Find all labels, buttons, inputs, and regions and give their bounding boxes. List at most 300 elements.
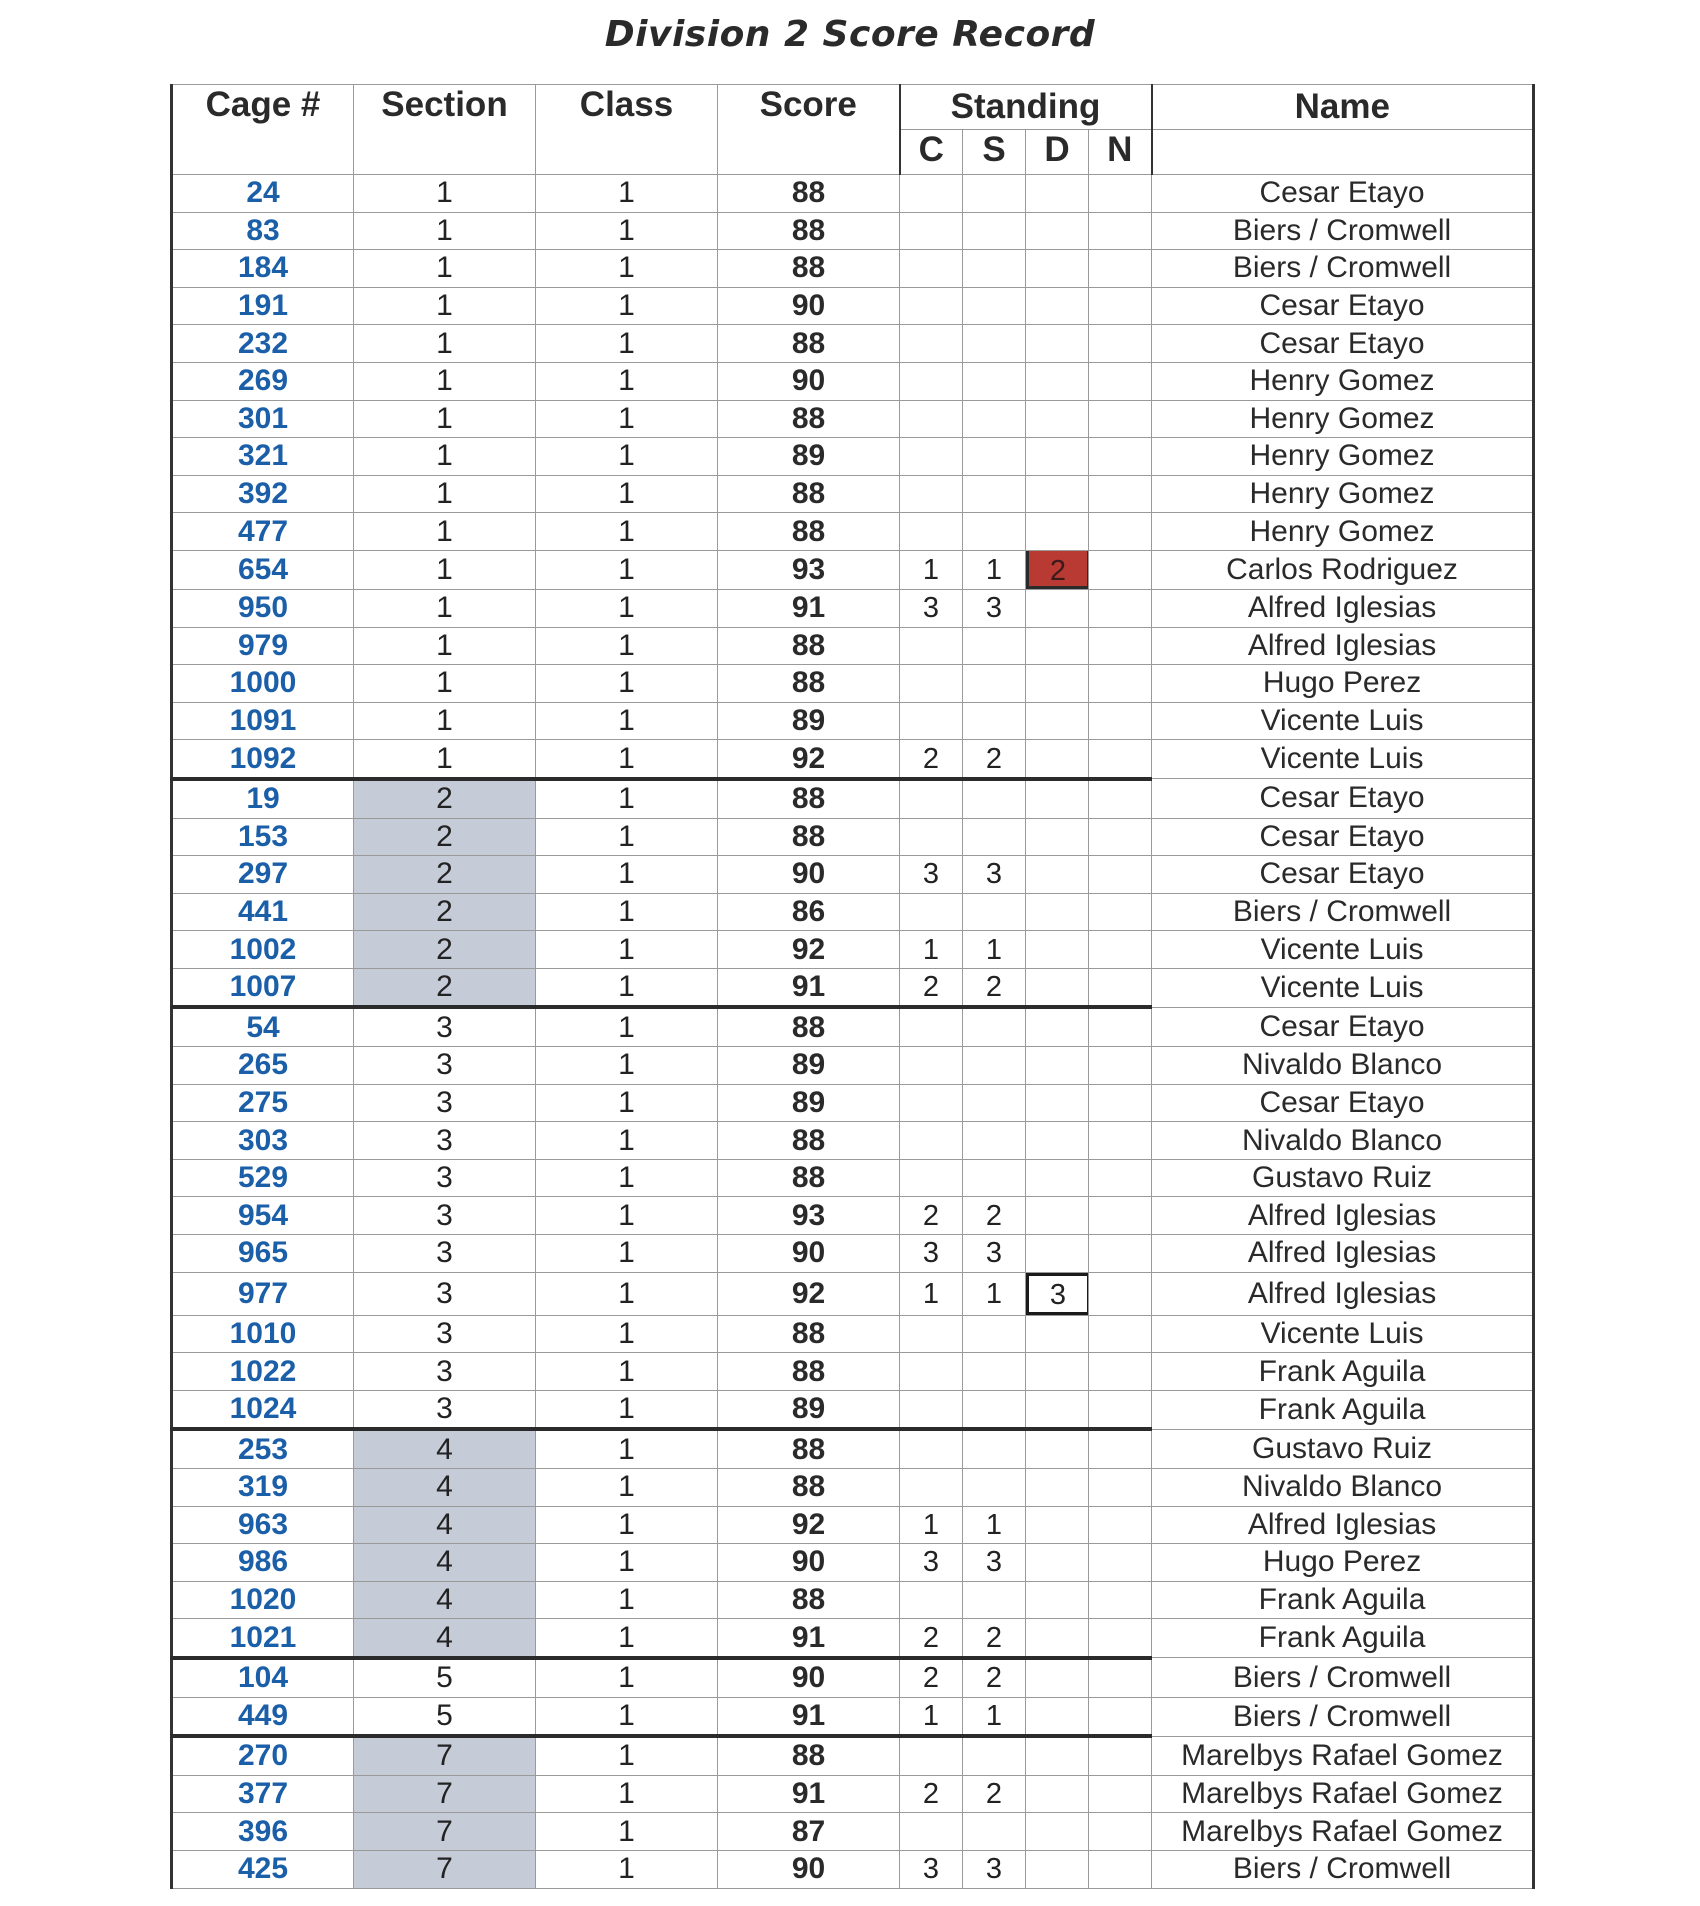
table-row — [172, 250, 1534, 288]
cell-standing-c — [900, 1007, 963, 1046]
cell-section: 4 — [354, 1429, 536, 1468]
table-row — [172, 475, 1534, 513]
cell-score: 88 — [718, 1469, 900, 1507]
cell-cage: 1007 — [172, 968, 354, 1007]
table-row — [172, 1122, 1534, 1160]
cell-standing-n — [1089, 1272, 1152, 1315]
cell-name: Henry Gomez — [1152, 400, 1534, 438]
cell-standing-d — [1026, 1007, 1089, 1046]
cell-score: 88 — [718, 665, 900, 703]
cell-name: Marelbys Rafael Gomez — [1152, 1813, 1534, 1851]
cell-class: 1 — [536, 1084, 718, 1122]
cell-name: Cesar Etayo — [1152, 175, 1534, 213]
cell-standing-n — [1089, 400, 1152, 438]
cell-standing-s — [963, 1736, 1026, 1775]
score-rows — [172, 175, 1534, 1889]
cell-name: Biers / Cromwell — [1152, 1850, 1534, 1888]
cell-section: 1 — [354, 702, 536, 740]
cell-standing-d — [1026, 968, 1089, 1007]
table-row — [172, 1658, 1534, 1697]
table-row — [172, 175, 1534, 213]
table-row — [172, 550, 1534, 589]
cell-cage: 104 — [172, 1658, 354, 1697]
table-row — [172, 1353, 1534, 1391]
cell-section: 1 — [354, 400, 536, 438]
cell-standing-c — [900, 287, 963, 325]
cell-name: Vicente Luis — [1152, 1315, 1534, 1353]
cell-standing-c: 2 — [900, 1197, 963, 1235]
cell-name: Frank Aguila — [1152, 1581, 1534, 1619]
cell-name: Biers / Cromwell — [1152, 1658, 1534, 1697]
cell-standing-d — [1026, 1084, 1089, 1122]
cell-class: 1 — [536, 893, 718, 931]
cell-score: 88 — [718, 513, 900, 551]
cell-cage: 392 — [172, 475, 354, 513]
cell-cage: 425 — [172, 1850, 354, 1888]
cell-cage: 986 — [172, 1544, 354, 1582]
cell-score: 88 — [718, 325, 900, 363]
cell-name: Vicente Luis — [1152, 702, 1534, 740]
cell-section: 4 — [354, 1506, 536, 1544]
table-row — [172, 1390, 1534, 1429]
cell-standing-d — [1026, 740, 1089, 779]
cell-standing-s — [963, 1084, 1026, 1122]
cell-class: 1 — [536, 1353, 718, 1391]
cell-standing-d — [1026, 702, 1089, 740]
cell-standing-d — [1026, 1390, 1089, 1429]
cell-name: Frank Aguila — [1152, 1619, 1534, 1658]
cell-standing-s: 2 — [963, 968, 1026, 1007]
cell-cage: 1000 — [172, 665, 354, 703]
cell-section: 5 — [354, 1658, 536, 1697]
cell-section: 1 — [354, 325, 536, 363]
cell-standing-c — [900, 818, 963, 856]
cell-standing-s: 2 — [963, 1658, 1026, 1697]
table-row — [172, 1619, 1534, 1658]
cell-standing-n — [1089, 1469, 1152, 1507]
cell-standing-n — [1089, 325, 1152, 363]
header-standing: Standing — [900, 85, 1152, 130]
cell-cage: 1091 — [172, 702, 354, 740]
cell-class: 1 — [536, 1697, 718, 1736]
cell-standing-d — [1026, 1469, 1089, 1507]
cell-standing-d — [1026, 1581, 1089, 1619]
cell-standing-s: 3 — [963, 1850, 1026, 1888]
cell-standing-n — [1089, 589, 1152, 627]
cell-standing-n — [1089, 475, 1152, 513]
cell-standing-c: 1 — [900, 1697, 963, 1736]
cell-score: 89 — [718, 1390, 900, 1429]
cell-score: 90 — [718, 1850, 900, 1888]
cell-standing-c: 3 — [900, 856, 963, 894]
cell-standing-c — [900, 1813, 963, 1851]
cell-cage: 1022 — [172, 1353, 354, 1391]
cell-standing-s: 3 — [963, 1235, 1026, 1273]
cell-cage: 275 — [172, 1084, 354, 1122]
cell-standing-s — [963, 1007, 1026, 1046]
cell-standing-s — [963, 702, 1026, 740]
cell-class: 1 — [536, 325, 718, 363]
cell-cage: 965 — [172, 1235, 354, 1273]
cell-class: 1 — [536, 1775, 718, 1813]
cell-class: 1 — [536, 1159, 718, 1197]
cell-standing-c: 3 — [900, 589, 963, 627]
cell-section: 3 — [354, 1007, 536, 1046]
cell-standing-n — [1089, 1353, 1152, 1391]
table-row — [172, 627, 1534, 665]
cell-class: 1 — [536, 1544, 718, 1582]
cell-standing-s: 2 — [963, 740, 1026, 779]
cell-class: 1 — [536, 1813, 718, 1851]
cell-cage: 979 — [172, 627, 354, 665]
cell-class: 1 — [536, 589, 718, 627]
cell-standing-n — [1089, 931, 1152, 969]
cell-standing-s — [963, 1813, 1026, 1851]
cell-name: Alfred Iglesias — [1152, 627, 1534, 665]
cell-cage: 191 — [172, 287, 354, 325]
cell-standing-s: 2 — [963, 1619, 1026, 1658]
cell-class: 1 — [536, 1197, 718, 1235]
cell-standing-s — [963, 513, 1026, 551]
cell-standing-n — [1089, 1658, 1152, 1697]
cell-standing-s — [963, 1469, 1026, 1507]
cell-standing-s — [963, 362, 1026, 400]
cell-section: 3 — [354, 1235, 536, 1273]
cell-standing-c: 2 — [900, 1775, 963, 1813]
cell-score: 89 — [718, 702, 900, 740]
cell-name: Alfred Iglesias — [1152, 589, 1534, 627]
cell-standing-c: 2 — [900, 1619, 963, 1658]
cell-standing-n — [1089, 175, 1152, 213]
cell-standing-d — [1026, 1775, 1089, 1813]
header-score: Score — [718, 85, 900, 175]
cell-standing-s: 3 — [963, 589, 1026, 627]
cell-standing-c — [900, 1353, 963, 1391]
cell-standing-s — [963, 627, 1026, 665]
highlight-mark: 2 — [1026, 550, 1089, 589]
cell-name: Alfred Iglesias — [1152, 1272, 1534, 1315]
cell-standing-c: 1 — [900, 931, 963, 969]
cell-standing-n — [1089, 1813, 1152, 1851]
table-row — [172, 1469, 1534, 1507]
cell-standing-n — [1089, 362, 1152, 400]
cell-standing-c — [900, 779, 963, 818]
cell-score: 88 — [718, 1159, 900, 1197]
cell-standing-d — [1026, 513, 1089, 551]
cell-name: Marelbys Rafael Gomez — [1152, 1736, 1534, 1775]
cell-cage: 232 — [172, 325, 354, 363]
cell-cage: 963 — [172, 1506, 354, 1544]
cell-class: 1 — [536, 702, 718, 740]
cell-section: 1 — [354, 438, 536, 476]
cell-standing-d — [1026, 175, 1089, 213]
cell-standing-n — [1089, 856, 1152, 894]
cell-standing-s — [963, 1159, 1026, 1197]
cell-standing-d — [1026, 627, 1089, 665]
cell-name: Nivaldo Blanco — [1152, 1469, 1534, 1507]
cell-section: 1 — [354, 475, 536, 513]
cell-cage: 321 — [172, 438, 354, 476]
cell-standing-s: 2 — [963, 1775, 1026, 1813]
cell-standing-n — [1089, 968, 1152, 1007]
cell-standing-c — [900, 665, 963, 703]
cell-section: 5 — [354, 1697, 536, 1736]
table-row — [172, 589, 1534, 627]
cell-name: Nivaldo Blanco — [1152, 1047, 1534, 1085]
cell-name: Alfred Iglesias — [1152, 1506, 1534, 1544]
boxed-mark: 3 — [1026, 1273, 1089, 1315]
cell-section: 1 — [354, 287, 536, 325]
cell-class: 1 — [536, 740, 718, 779]
cell-section: 4 — [354, 1619, 536, 1658]
cell-standing-n — [1089, 1122, 1152, 1160]
cell-score: 88 — [718, 1007, 900, 1046]
cell-standing-c: 2 — [900, 740, 963, 779]
cell-standing-d — [1026, 438, 1089, 476]
cell-name: Carlos Rodriguez — [1152, 550, 1534, 589]
cell-name: Vicente Luis — [1152, 931, 1534, 969]
cell-cage: 265 — [172, 1047, 354, 1085]
cell-section: 3 — [354, 1315, 536, 1353]
table-row — [172, 702, 1534, 740]
table-row — [172, 856, 1534, 894]
cell-standing-c — [900, 475, 963, 513]
cell-name: Cesar Etayo — [1152, 1084, 1534, 1122]
table-row — [172, 1197, 1534, 1235]
cell-name: Cesar Etayo — [1152, 779, 1534, 818]
cell-cage: 54 — [172, 1007, 354, 1046]
cell-standing-c — [900, 325, 963, 363]
cell-name: Cesar Etayo — [1152, 856, 1534, 894]
table-row — [172, 362, 1534, 400]
cell-standing-n — [1089, 1544, 1152, 1582]
table-row — [172, 1544, 1534, 1582]
cell-name: Alfred Iglesias — [1152, 1235, 1534, 1273]
table-row — [172, 287, 1534, 325]
cell-cage: 1024 — [172, 1390, 354, 1429]
table-row — [172, 893, 1534, 931]
cell-standing-d — [1026, 893, 1089, 931]
cell-standing-n — [1089, 1850, 1152, 1888]
cell-section: 1 — [354, 589, 536, 627]
cell-standing-s — [963, 250, 1026, 288]
cell-standing-s — [963, 1315, 1026, 1353]
cell-score: 90 — [718, 1235, 900, 1273]
cell-standing-n — [1089, 1390, 1152, 1429]
cell-score: 90 — [718, 1544, 900, 1582]
cell-standing-c — [900, 1315, 963, 1353]
cell-score: 89 — [718, 438, 900, 476]
cell-standing-n — [1089, 550, 1152, 589]
cell-standing-s: 1 — [963, 1697, 1026, 1736]
cell-section: 4 — [354, 1544, 536, 1582]
cell-class: 1 — [536, 779, 718, 818]
cell-score: 92 — [718, 1506, 900, 1544]
cell-standing-c — [900, 1390, 963, 1429]
cell-section: 2 — [354, 931, 536, 969]
cell-standing-n — [1089, 893, 1152, 931]
table-row — [172, 1235, 1534, 1273]
cell-standing-d — [1026, 1658, 1089, 1697]
cell-standing-c: 2 — [900, 1658, 963, 1697]
cell-standing-c: 3 — [900, 1850, 963, 1888]
cell-section: 1 — [354, 212, 536, 250]
cell-name: Cesar Etayo — [1152, 1007, 1534, 1046]
cell-name: Gustavo Ruiz — [1152, 1429, 1534, 1468]
cell-standing-c: 2 — [900, 968, 963, 1007]
cell-name: Alfred Iglesias — [1152, 1197, 1534, 1235]
cell-score: 88 — [718, 818, 900, 856]
cell-score: 91 — [718, 1775, 900, 1813]
cell-name: Henry Gomez — [1152, 362, 1534, 400]
cell-score: 88 — [718, 400, 900, 438]
score-record-table — [170, 84, 1535, 1889]
cell-section: 1 — [354, 740, 536, 779]
cell-name: Frank Aguila — [1152, 1390, 1534, 1429]
table-row — [172, 1775, 1534, 1813]
table-row — [172, 665, 1534, 703]
cell-standing-c — [900, 1084, 963, 1122]
cell-standing-d — [1026, 1506, 1089, 1544]
cell-cage: 319 — [172, 1469, 354, 1507]
cell-score: 90 — [718, 856, 900, 894]
table-row — [172, 779, 1534, 818]
cell-name: Marelbys Rafael Gomez — [1152, 1775, 1534, 1813]
cell-standing-n — [1089, 1619, 1152, 1658]
cell-cage: 301 — [172, 400, 354, 438]
table-row — [172, 513, 1534, 551]
cell-class: 1 — [536, 1235, 718, 1273]
cell-score: 86 — [718, 893, 900, 931]
cell-class: 1 — [536, 665, 718, 703]
cell-cage: 1002 — [172, 931, 354, 969]
cell-name: Nivaldo Blanco — [1152, 1122, 1534, 1160]
cell-cage: 1010 — [172, 1315, 354, 1353]
cell-class: 1 — [536, 1581, 718, 1619]
cell-standing-s — [963, 438, 1026, 476]
cell-section: 1 — [354, 250, 536, 288]
cell-standing-n — [1089, 212, 1152, 250]
cell-section: 3 — [354, 1272, 536, 1315]
cell-class: 1 — [536, 1315, 718, 1353]
cell-standing-n — [1089, 1736, 1152, 1775]
cell-score: 89 — [718, 1047, 900, 1085]
table-row — [172, 438, 1534, 476]
cell-standing-n — [1089, 1235, 1152, 1273]
cell-name: Henry Gomez — [1152, 475, 1534, 513]
cell-standing-c — [900, 1122, 963, 1160]
cell-standing-s — [963, 665, 1026, 703]
cell-section: 1 — [354, 175, 536, 213]
cell-score: 88 — [718, 1429, 900, 1468]
cell-score: 90 — [718, 362, 900, 400]
cell-score: 88 — [718, 1315, 900, 1353]
cell-name: Cesar Etayo — [1152, 287, 1534, 325]
cell-standing-c — [900, 438, 963, 476]
table-row — [172, 1736, 1534, 1775]
cell-section: 2 — [354, 856, 536, 894]
cell-standing-n — [1089, 1697, 1152, 1736]
cell-standing-d — [1026, 818, 1089, 856]
cell-standing-d — [1026, 212, 1089, 250]
cell-section: 3 — [354, 1084, 536, 1122]
cell-score: 88 — [718, 1581, 900, 1619]
cell-standing-d — [1026, 362, 1089, 400]
table-row — [172, 1697, 1534, 1736]
table-row — [172, 1429, 1534, 1468]
cell-cage: 303 — [172, 1122, 354, 1160]
cell-section: 7 — [354, 1736, 536, 1775]
cell-cage: 950 — [172, 589, 354, 627]
cell-standing-c: 3 — [900, 1235, 963, 1273]
cell-name: Henry Gomez — [1152, 438, 1534, 476]
cell-score: 92 — [718, 1272, 900, 1315]
cell-class: 1 — [536, 1736, 718, 1775]
cell-cage: 441 — [172, 893, 354, 931]
header-standing-s: S — [963, 130, 1026, 175]
cell-standing-s — [963, 779, 1026, 818]
header-standing-d: D — [1026, 130, 1089, 175]
cell-cage: 269 — [172, 362, 354, 400]
cell-standing-n — [1089, 1159, 1152, 1197]
cell-standing-d — [1026, 400, 1089, 438]
cell-standing-n — [1089, 287, 1152, 325]
cell-standing-d — [1026, 1235, 1089, 1273]
cell-class: 1 — [536, 1429, 718, 1468]
cell-standing-c — [900, 1429, 963, 1468]
cell-score: 93 — [718, 1197, 900, 1235]
cell-name: Hugo Perez — [1152, 665, 1534, 703]
cell-standing-s: 1 — [963, 1272, 1026, 1315]
cell-standing-d — [1026, 779, 1089, 818]
table-row — [172, 740, 1534, 779]
cell-standing-s — [963, 1581, 1026, 1619]
cell-standing-c — [900, 1469, 963, 1507]
table-row — [172, 400, 1534, 438]
cell-cage: 270 — [172, 1736, 354, 1775]
cell-standing-d — [1026, 1122, 1089, 1160]
cell-class: 1 — [536, 931, 718, 969]
cell-name: Henry Gomez — [1152, 513, 1534, 551]
cell-standing-c: 1 — [900, 1272, 963, 1315]
cell-class: 1 — [536, 1850, 718, 1888]
header-standing-n: N — [1089, 130, 1152, 175]
cell-standing-s: 1 — [963, 931, 1026, 969]
cell-standing-s: 1 — [963, 1506, 1026, 1544]
cell-cage: 954 — [172, 1197, 354, 1235]
cell-standing-d — [1026, 325, 1089, 363]
cell-standing-c — [900, 1159, 963, 1197]
cell-cage: 24 — [172, 175, 354, 213]
cell-standing-n — [1089, 818, 1152, 856]
cell-class: 1 — [536, 212, 718, 250]
table-row — [172, 1084, 1534, 1122]
cell-standing-n — [1089, 1197, 1152, 1235]
cell-section: 3 — [354, 1353, 536, 1391]
cell-cage: 83 — [172, 212, 354, 250]
table-row — [172, 968, 1534, 1007]
cell-standing-n — [1089, 1315, 1152, 1353]
table-row — [172, 1272, 1534, 1315]
cell-score: 89 — [718, 1084, 900, 1122]
cell-score: 88 — [718, 1353, 900, 1391]
cell-score: 93 — [718, 550, 900, 589]
cell-section: 1 — [354, 362, 536, 400]
cell-standing-d — [1026, 1353, 1089, 1391]
cell-standing-c — [900, 893, 963, 931]
cell-score: 88 — [718, 627, 900, 665]
cell-class: 1 — [536, 400, 718, 438]
